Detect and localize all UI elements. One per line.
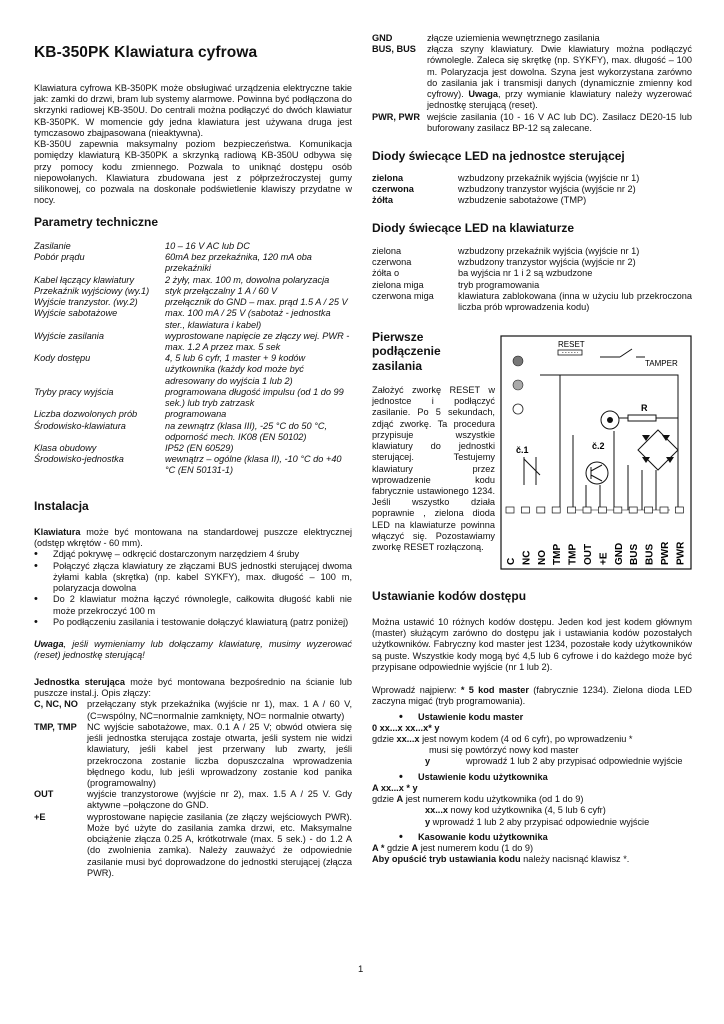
param-value: styk przełączalny 1 A / 60 V	[165, 285, 278, 296]
exit-bold: Aby opuścić tryb ustawiania kodu	[372, 854, 521, 865]
param-key: Środowisko-jednostka	[34, 454, 124, 465]
connector-desc	[427, 44, 692, 111]
master-d1: jest nowym kodem (4 od 6 cyfr), po wprowadzeniu *	[419, 733, 633, 744]
master-block	[372, 712, 692, 723]
user-d3-row	[372, 817, 692, 828]
unit-terms	[34, 699, 352, 879]
connector-desc: przełączany styk przekaźnika (wyjście nr 1), max. 1 A / 60 V, (C=wspólny, NC=normalnie zamknięty, NO= normalnie otwarty)	[87, 699, 352, 721]
param-value: programowana	[165, 409, 227, 420]
unit-lead-text: może być montowana bezpośrednio na ścianie lub puszcze instal.j. Opis złączy:	[34, 677, 352, 699]
terminal-screw-icon	[506, 507, 514, 513]
user-code: A xx...x * y	[372, 782, 418, 793]
param-row	[34, 286, 352, 297]
terminal-screw-icon	[645, 507, 653, 513]
user-d3: wprowadź 1 lub 2 aby przypisać odpowiednie wyjście	[430, 816, 650, 827]
connector-row	[34, 699, 352, 721]
install-note-label: Uwaga	[34, 638, 64, 649]
codes-enter	[372, 685, 692, 707]
param-key: Kody dostępu	[34, 353, 91, 364]
user-d2: nowy kod użytkownika (4, 5 lub 6 cyfr)	[448, 805, 606, 816]
reset-jumper	[558, 350, 582, 355]
terminal-label: GND	[613, 542, 625, 565]
led-row	[372, 184, 692, 195]
terminal-label: TMP	[552, 543, 564, 565]
param-value: 60mA bez przekaźnika, 120 mA oba przekaźniki	[165, 252, 312, 274]
param-value: 4, 5 lub 6 cyfr, 1 master + 9 kodów użytkownika (każdy kod może być adresowany do wyjścia 1 lub 2)	[165, 353, 306, 386]
connector-row	[372, 33, 692, 44]
param-key: Tryby pracy wyjścia	[34, 386, 114, 397]
delete-gdzie: gdzie	[384, 842, 412, 853]
resistor-label: R	[641, 403, 648, 413]
param-key: Przekaźnik wyjściowy (wy.1)	[34, 285, 150, 296]
param-value: IP52 (EN 60529)	[165, 442, 234, 453]
params-table	[34, 241, 352, 477]
param-row	[34, 454, 352, 476]
terminal-label: PWR	[675, 541, 687, 565]
leds-keypad-heading: Diody świecące LED na klawiaturze	[372, 221, 575, 235]
master-y: y	[425, 756, 431, 767]
terminal-screw-icon	[583, 507, 591, 513]
led-meaning: wzbudzony tranzystor wyjścia (wyjście nr 2)	[458, 257, 636, 268]
terminal-screw-icon	[629, 507, 637, 513]
connector-name: TMP, TMP	[34, 721, 77, 732]
master-code: 0 xx...x xx...x* y	[372, 722, 440, 733]
param-key: Wyjście zasilania	[34, 330, 104, 341]
param-row	[34, 387, 352, 409]
delete-block	[372, 832, 692, 843]
terminal-strip	[506, 507, 686, 565]
led-color: czerwona miga	[372, 290, 434, 301]
connector-row	[372, 112, 692, 134]
terminal-label: C	[506, 557, 517, 565]
param-value: przełącznik do GND – max. prąd 1.5 A / 25 V	[165, 297, 348, 308]
user-desc	[372, 794, 692, 805]
param-value: max. 100 mA / 25 V (sabotaż - jednostka ster., klawiatura i kabel)	[165, 308, 331, 330]
terminal-label: NO	[536, 550, 548, 565]
user-xx: xx...x	[425, 805, 448, 816]
terminal-label: BUS	[644, 543, 656, 565]
param-row	[34, 275, 352, 286]
connector-desc-text: wejście zasilania (10 - 16 V AC lub DC). Zasilacz DE20-15 lub buforowany zasilacz BP-12 są zalecane.	[427, 111, 692, 133]
install-bullets	[34, 549, 352, 628]
install-bullet: • Do 2 klawiatur można łączyć równolegle, całkowita długość kabli nie może przekroczyć 100 m	[34, 594, 352, 616]
led-row	[372, 257, 692, 268]
connector-desc: NC wyjście sabotażowe, max. 0.1 A / 25 V; obwód otwiera się jeśli jednostka sterująca zostaje otwarta, jeśli system nie widzi klawiatury, jeśli kabel jest przerwany lub zwarty, jeśli przekroczona zostanie liczba dopuszczalna wprowadzenia błędnego kodu, lub jeśli wprowadzony zostanie kod panika (programowalny)	[87, 721, 352, 788]
delete-code: A *	[372, 842, 385, 853]
user-block	[372, 772, 692, 783]
led-row	[372, 195, 692, 206]
led-red-icon	[513, 380, 523, 390]
page-title: KB-350PK Klawiatura cyfrowa	[34, 44, 258, 61]
tamper-switch-icon	[620, 349, 632, 357]
connector-name: +E	[34, 811, 46, 822]
output2-label: č.2	[592, 441, 605, 451]
led-meaning: klawiatura zablokowana (inna w użyciu lub przekroczona liczba prób wprowadzenia kodu)	[458, 290, 692, 313]
led-color: zielona	[372, 246, 402, 256]
led-row	[372, 291, 692, 313]
led-row	[372, 280, 692, 291]
terms-right	[372, 33, 692, 134]
params-heading: Parametry techniczne	[34, 215, 159, 229]
transistor-icon	[586, 462, 608, 484]
master-d3: wprowadź 1 lub 2 aby przypisać odpowiednie wyjście	[466, 756, 683, 767]
exit-text: należy nacisnąć klawisz *.	[520, 854, 630, 865]
master-title: • Ustawienie kodu master	[399, 712, 692, 723]
install-lead-bold: Klawiatura	[34, 527, 81, 537]
param-row	[34, 241, 352, 252]
led-meaning: ba wyjścia nr 1 i 2 są wzbudzone	[458, 268, 593, 279]
first-heading: Pierwsze podłączenie zasilania	[372, 330, 441, 373]
led-color: zielona miga	[372, 279, 424, 290]
terminal-screw-icon	[521, 507, 529, 513]
connector-desc: wyjście tranzystorowe (wyjście nr 2), max. 1.5 A / 25 V. Gdy aktywne –połączone do GND.	[87, 789, 352, 811]
codes-section	[372, 617, 692, 865]
led-color: żółta	[372, 195, 393, 206]
param-key: Wyjście sabotażowe	[34, 308, 118, 319]
master-d2: musi się powtórzyć nowy kod master	[429, 745, 579, 756]
install-heading: Instalacja	[34, 499, 89, 513]
terminal-label: OUT	[583, 543, 594, 565]
terminal-label: BUS	[629, 543, 641, 565]
connector-desc-tail: , przy wymianie klawiatury należy wyzerować jednostkę sterującą (reset).	[427, 89, 693, 111]
param-value: wewnątrz – ogólne (klasa II), -10 °C do +40 °C (EN 50131-1)	[165, 454, 342, 476]
intro-paragraph: Klawiatura cyfrowa KB-350PK może obsługiwać urządzenia elektryczne takie jak: zamki do drzwi, bram lub systemy alarmowe. Powinna być podłączona do skrzynki radiowej KB-350U. Do centrali można podłączyć do dwóch klawiatur KB-350PK. W momencie gdy jedna klawiatura jest używana druga jest tymczasowo zbajpasowana (nieaktywna).	[34, 83, 352, 138]
connector-desc	[427, 33, 692, 44]
param-row	[34, 409, 352, 420]
install-section	[34, 527, 352, 661]
delete-d: jest numerem kodu (1 do 9)	[418, 842, 534, 853]
connector-desc	[427, 112, 692, 134]
codes-enter-b: (fabrycznie 1234). Zielona dioda LED zaczyna migać (tryb programowania).	[372, 685, 693, 707]
connector-row	[34, 789, 352, 811]
connector-name: GND	[372, 33, 393, 43]
terminal-label: PWR	[660, 541, 671, 565]
led-color: czerwona	[372, 257, 412, 268]
param-row	[34, 297, 352, 308]
led-color: zielona	[372, 173, 404, 183]
param-key: Wyjście tranzystor. (wy.2)	[34, 297, 138, 308]
param-value: 2 żyły, max. 100 m, dowolna polaryzacja	[165, 274, 330, 285]
master-desc	[372, 734, 692, 745]
param-row	[34, 308, 352, 330]
resistor-icon	[628, 415, 656, 421]
connector-desc-bold: Uwaga	[468, 89, 498, 100]
led-meaning: wzbudzony przekaźnik wyjścia (wyjście nr 1)	[458, 246, 640, 256]
intro-section	[34, 83, 352, 206]
connector-name: OUT	[34, 789, 54, 800]
terminal-label: NC	[521, 550, 533, 565]
led-row	[372, 173, 692, 184]
user-y: y	[425, 816, 431, 827]
connector-desc-text: złącze uziemienia wewnętrznego zasilania	[427, 33, 600, 43]
delete-A: A	[411, 842, 419, 853]
param-key: Klasa obudowy	[34, 442, 97, 453]
master-xx: xx...x	[396, 733, 420, 744]
param-row	[34, 331, 352, 353]
delete-title: • Kasowanie kodu użytkownika	[399, 832, 692, 843]
led-yellow-icon	[513, 404, 523, 414]
unit-lead	[34, 677, 352, 699]
tamper-label: TAMPER	[645, 359, 678, 368]
param-row	[34, 443, 352, 454]
unit-lead-bold: Jednostka sterująca	[34, 677, 126, 687]
page-number: 1	[358, 964, 364, 975]
reset-label: RESET	[558, 340, 585, 349]
user-d2-row	[372, 805, 692, 816]
codes-heading: Ustawianie kodów dostępu	[372, 589, 527, 603]
led-meaning: wzbudzony przekaźnik wyjścia (wyjście nr 1)	[458, 173, 640, 183]
install-note	[34, 639, 352, 661]
delete-desc	[372, 843, 692, 854]
connector-desc: wyprostowane napięcie zasilania (ze złączy wejściowych PWR). Może być użyte do zasilania zamka drzwi, etc. Maksymalne obciążenie złącza 0.25 A, krótkotrwale (max. 5 sek.) - do 1.2 A (do zwolnienia zamka). Należy zauważyć że odpowiednie zasilanie musi być doprowadzone do jednostki sterującej (złącza PWR).	[87, 811, 352, 878]
leds-unit-heading: Diody świecące LED na jednostce sterującej	[372, 149, 625, 163]
intro-paragraph: KB-350U zapewnia maksymalny poziom bezpieczeństwa. Komunikacja pomiędzy klawiaturą KB-350PK a skrzynką radiową KB-350U odbywa się przy pomocy kodu zmiennego. Pozwala to uniknąć dostępu osób niepowołanych. Klawiatura zbudowana jest z półprzeźroczystej gumy silikonowej, co pozwala na doskonałe podświetlenie klawiszy przydatne w nocy.	[34, 139, 352, 206]
user-A: A	[396, 794, 404, 805]
terminal-screw-icon	[537, 507, 545, 513]
terminal-label: +E	[598, 552, 610, 565]
param-row	[34, 252, 352, 274]
user-title: • Ustawienie kodu użytkownika	[399, 772, 692, 783]
connector-desc-text: złącza szyny klawiatury. Dwie klawiatury można podłączyć równolegle. Zaleca się skrętkę (np. SYKFY), max. długość – 100 m. Polaryzacja jest dowolna. Szyna jest wykorzystana zarówno do zasilania jak i transmisji danych (dynamicznie zmienny kod cyfrowy).	[427, 44, 692, 100]
led-color: żółta o	[372, 268, 400, 279]
connector-row	[34, 812, 352, 879]
install-lead-text: może być montowana na standardowej puszcze elektrycznej (odstęp wkrętów - 60 mm).	[34, 527, 352, 549]
param-row	[34, 421, 352, 443]
led-meaning: wzbudzenie sabotażowe (TMP)	[458, 195, 587, 206]
param-value: programowana długość impulsu (od 1 do 99 sek.) lub tryb zatrzask	[165, 386, 344, 409]
connector-row	[34, 722, 352, 789]
relay-contact-icon	[524, 457, 540, 485]
wiring-diagram	[500, 335, 692, 570]
leds-keypad-table	[372, 246, 692, 313]
led-meaning: wzbudzony tranzystor wyjścia (wyjście nr 2)	[458, 184, 636, 195]
led-color: czerwona	[372, 184, 414, 195]
param-key: Środowisko-klawiatura	[34, 420, 126, 431]
led-row	[372, 246, 692, 257]
connector-name: PWR, PWR	[372, 111, 420, 122]
exit-line	[372, 854, 692, 865]
param-key: Pobór prądu	[34, 252, 85, 263]
install-note-text: , jeśli wymieniamy lub dołączamy klawiaturę, musimy wyzerować (reset) jednostkę sterującą!	[34, 638, 352, 661]
terminal-screw-icon	[660, 507, 668, 513]
led-meaning: tryb programowania	[458, 279, 540, 290]
codes-enter-a: Wprowadź najpierw:	[372, 685, 461, 696]
param-row	[34, 353, 352, 387]
install-lead	[34, 527, 352, 549]
param-key: Liczba dozwolonych prób	[34, 409, 138, 420]
connector-name: BUS, BUS	[372, 44, 416, 55]
user-gdzie: gdzie	[372, 794, 397, 805]
master-d3-row	[372, 756, 692, 767]
param-value: 10 – 16 V AC lub DC	[165, 241, 250, 251]
connector-row	[372, 44, 692, 111]
terminal-screw-icon	[552, 507, 560, 513]
terminal-screw-icon	[568, 507, 576, 513]
codes-intro: Można ustawić 10 różnych kodów dostępu. Jeden kod jest kodem głównym (master) służącym zarówno do dostępu jak i ustawiania kodów pozostałych użytkowników. Fabryczny kod master jest 1234, pozostałe kody użytkowników są puste. Wszystkie kody mogą być 4,5 lub 6 cyfrowe i do każdego może być przypisane odpowiednie wyjście (nr 1 lub 2).	[372, 617, 692, 672]
param-value: wyprostowane napięcie ze złączy wej. PWR - max. 1.2 A przez max. 5 sek	[165, 330, 350, 352]
terminal-screw-icon	[614, 507, 622, 513]
leds-unit-table	[372, 173, 692, 207]
param-value: na zewnątrz (klasa III), -25 °C do 50 °C, odporność mech. IK08 (EN 50102)	[165, 420, 328, 442]
install-bullet: • Po podłączeniu zasilania i testowanie dołączyć klawiaturą (patrz poniżej)	[34, 617, 352, 628]
output1-label: č.1	[516, 445, 529, 455]
param-key: Kabel łączący klawiatury	[34, 274, 135, 285]
terminal-screw-icon	[598, 507, 606, 513]
install-bullet: • Połączyć złącza klawiatury ze złączami BUS jednostki sterującej dwoma żyłami kabla (skrętka) (np. kabel SYKFY), max. długość – 100 m, polaryzacja dowolna	[34, 561, 352, 595]
terminal-label: TMP	[567, 543, 579, 565]
terminal-screw-icon	[675, 507, 683, 513]
user-d1: jest numerem kodu użytkownika (od 1 do 9)	[403, 794, 584, 805]
unit-section	[34, 677, 352, 879]
param-key: Zasilanie	[34, 241, 71, 251]
install-bullet: • Zdjąć pokrywę – odkręcić dostarczonym narzędziem 4 śruby	[34, 549, 352, 560]
first-text: Założyć zworkę RESET w jednostce i podłączyć zasilanie. Po 5 sekundach, zdjąć zworkę. Ta procedura przypisuje wszystkie klawiatury do jednostki sterującej. Testujemy klawiatury przez wprowadzenie kodu fabrycznie ustawionego 1234. Jeśli wszystko działa poprawnie , zielona dioda LED na klawiaturze powinna włączyć się. Pozostawiamy zworkę RESET rozłączoną.	[372, 385, 495, 553]
master-gdzie: gdzie	[372, 733, 397, 744]
connector-name: C, NC, NO	[34, 699, 78, 710]
codes-enter-star: * 5 kod master	[460, 685, 529, 696]
led-row	[372, 268, 692, 279]
led-green-icon	[513, 356, 523, 366]
